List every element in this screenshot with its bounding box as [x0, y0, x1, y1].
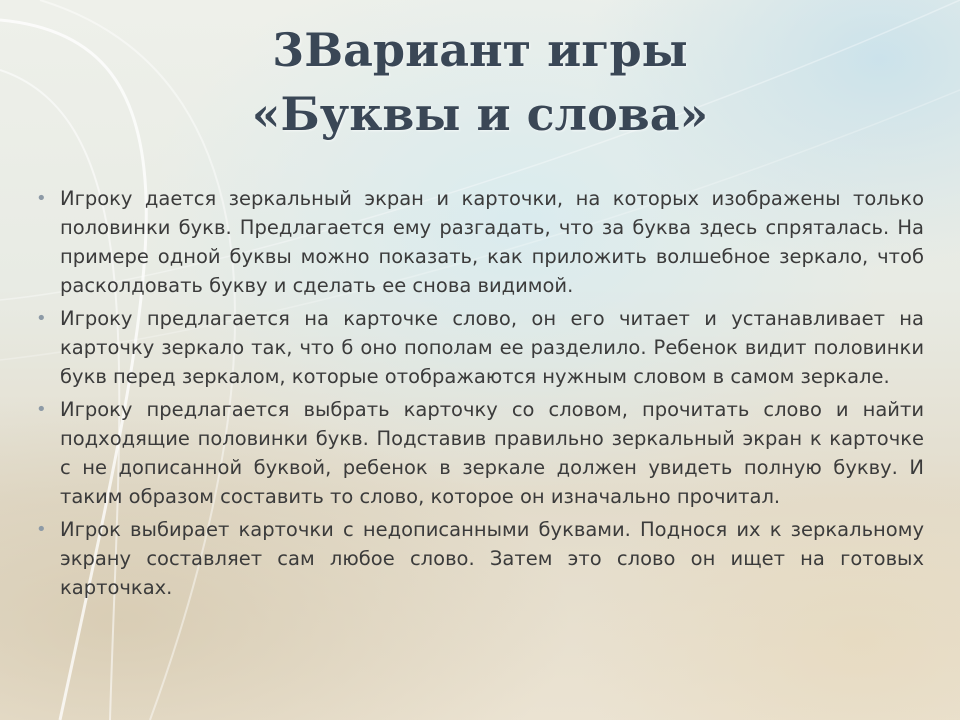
bullet-item: [36, 515, 924, 602]
bullet-item: [36, 395, 924, 511]
bullet-dot-icon: •: [36, 188, 47, 209]
title-line-2: «Буквы и слова»: [251, 87, 709, 141]
bullet-item: [36, 304, 924, 391]
bullet-dot-icon: •: [36, 519, 47, 540]
title-line-1: 3Вариант игры: [272, 23, 688, 77]
bullet-text: Игроку предлагается выбрать карточку со словом, прочитать слово и найти подходящие половинки букв. Подставив правильно зеркальный экран к карточке с не дописанной буквой, ребенок в зеркале должен увидеть полную букву. И таким образом составить то слово, которое он изначально прочитал.: [60, 398, 924, 508]
bullet-list: [36, 184, 924, 606]
bullet-text: Игрок выбирает карточки с недописанными буквами. Поднося их к зеркальному экрану составляет сам любое слово. Затем это слово он ищет на готовых карточках.: [60, 518, 924, 599]
bullet-text: Игроку предлагается на карточке слово, он его читает и устанавливает на карточку зеркало так, что б оно пополам ее разделило. Ребенок видит половинки букв перед зеркалом, которые отображаются нужным словом в самом зеркале.: [60, 307, 924, 388]
bullet-dot-icon: •: [36, 308, 47, 329]
slide-title: [120, 18, 840, 146]
bullet-text: Игроку дается зеркальный экран и карточки, на которых изображены только половинки букв. Предлагается ему разгадать, что за буква здесь спряталась. На примере одной буквы можно показать, как приложить волшебное зеркало, чтоб расколдовать букву и сделать ее снова видимой.: [60, 187, 924, 297]
bullet-item: [36, 184, 924, 300]
bullet-dot-icon: •: [36, 399, 47, 420]
